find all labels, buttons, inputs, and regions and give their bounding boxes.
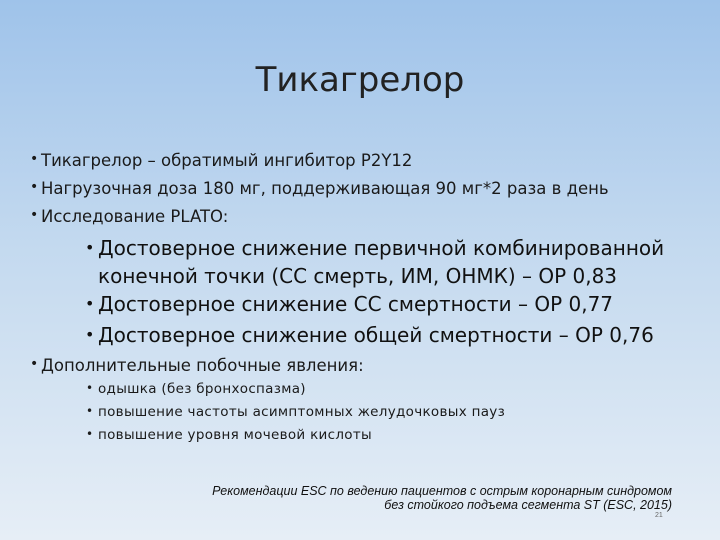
- bullet-text: Исследование PLATO:: [41, 207, 229, 226]
- bullet-dot: •: [86, 427, 94, 441]
- bullet-dot: •: [30, 207, 39, 223]
- bullet-dot: •: [86, 404, 94, 418]
- side-effect-text: повышение частоты асимптомных желудочковых пауз: [98, 404, 506, 420]
- plato-result-text: Достоверное снижение первичной комбинированной конечной точки (СС смерть, ИМ, ОНМК) – ОР 0,83: [98, 236, 665, 288]
- bullet-dot: •: [85, 238, 95, 257]
- plato-result-item: [85, 234, 695, 290]
- plato-result-text: Достоверное снижение СС смертности – ОР 0,77: [98, 292, 614, 316]
- plato-result-text: Достоверное снижение общей смертности – ОР 0,76: [98, 323, 654, 347]
- bullet-dot: •: [30, 151, 39, 167]
- bullet-dot: •: [30, 356, 39, 372]
- slide-title: Тикагрелор: [255, 60, 465, 100]
- side-effect-text: одышка (без бронхоспазма): [98, 381, 306, 397]
- bullet-text: Нагрузочная доза 180 мг, поддерживающая 90 мг*2 раза в день: [41, 179, 609, 198]
- plato-result-item: [85, 290, 695, 318]
- side-effect-text: повышение уровня мочевой кислоты: [98, 427, 372, 443]
- plato-result-item: [85, 321, 695, 349]
- side-effects-heading-text: Дополнительные побочные явления:: [41, 356, 364, 375]
- bullet-dot: •: [86, 381, 94, 395]
- bullet-dot: •: [85, 294, 95, 313]
- reference-citation: Рекомендации ESC по ведению пациентов с острым коронарным синдромом без стойкого подъема сегмента ST (ESC, 2015): [212, 484, 672, 512]
- bullet-dot: •: [30, 179, 39, 195]
- page-number: 21: [655, 512, 663, 519]
- bullet-text: Тикагрелор – обратимый ингибитор P2Y12: [41, 151, 413, 170]
- bullet-dot: •: [85, 325, 95, 344]
